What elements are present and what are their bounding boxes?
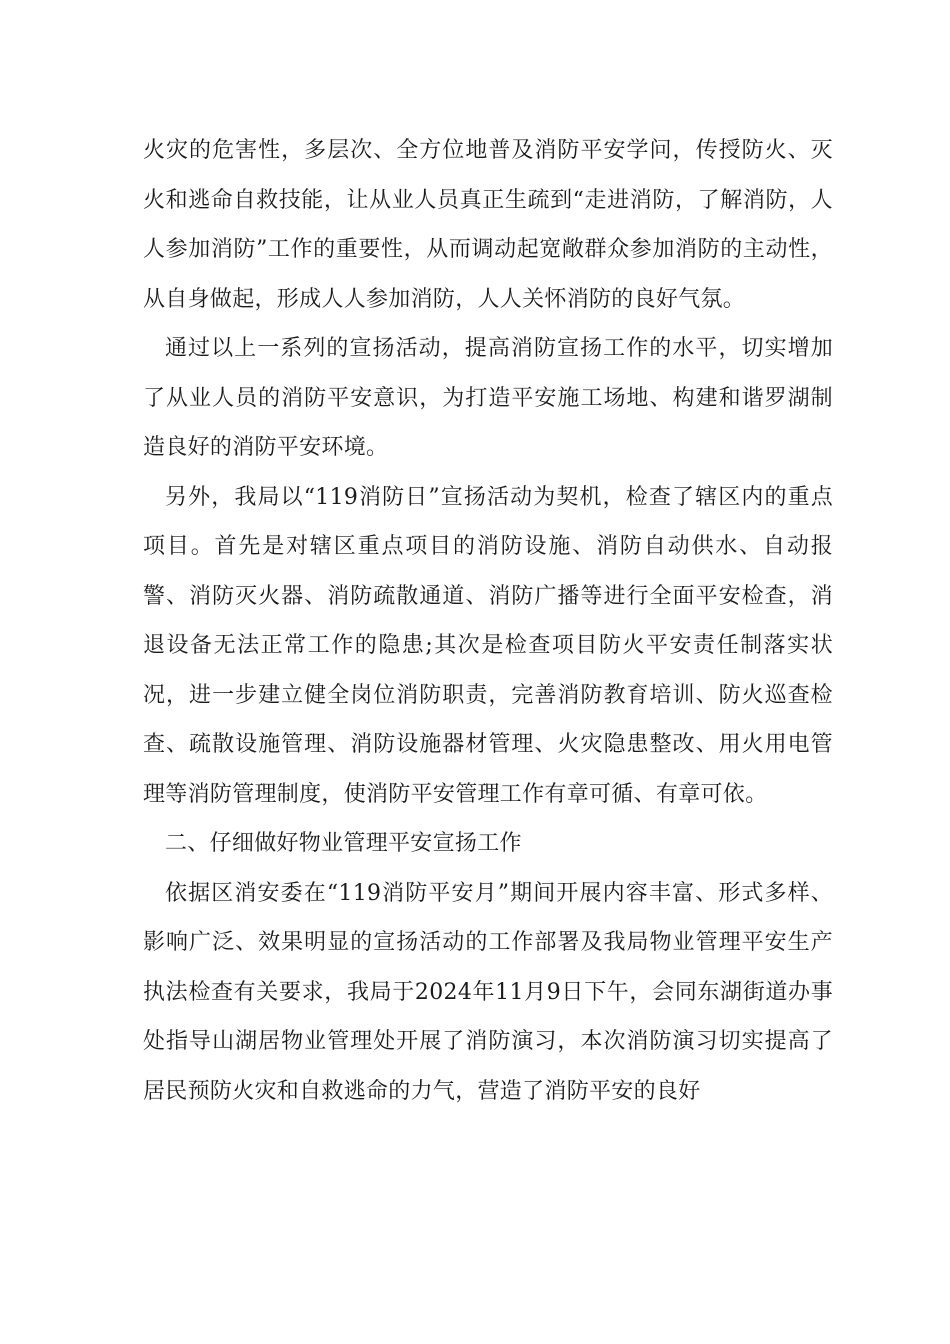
paragraph-key-project-inspection: 另外，我局以“119消防日”宣扬活动为契机，检查了辖区内的重点项目。首先是对辖区重点项目的消防设施、消防自动供水、自动报警、消防灭火器、消防疏散通道、消防广播等进行全面平安检查，消退设备无法正常工作的隐患;其次是检查项目防火平安责任制落实状况，进一步建立健全岗位消防职责，完善消防教育培训、防火巡查检查、疏散设施管理、消防设施器材管理、火灾隐患整改、用火用电管理等消防管理制度，使消防平安管理工作有章可循、有章可依。 — [143, 484, 833, 807]
document-body — [143, 126, 833, 1116]
section-heading-property-management: 二、仔细做好物业管理平安宣扬工作 — [165, 831, 522, 856]
paragraph-fire-hazard-continuation: 火灾的危害性，多层次、全方位地普及消防平安学问，传授防火、灭火和逃命自救技能，让从业人员真正生疏到“走进消防，了解消防，人人参加消防”工作的重要性，从而调动起宽敞群众参加消防的主动性，从自身做起，形成人人参加消防，人人关怀消防的良好气氛。 — [143, 138, 833, 312]
paragraph-fire-drill: 依据区消安委在“119消防平安月”期间开展内容丰富、形式多样、影响广泛、效果明显的宣扬活动的工作部署及我局物业管理平安生产执法检查有关要求，我局于2024年11月9日下午，会同东湖街道办事处指导山湖居物业管理处开展了消防演习，本次消防演习切实提高了居民预防火灾和自救逃命的力气，营造了消防平安的良好 — [143, 880, 833, 1104]
paragraph-publicity-summary: 通过以上一系列的宣扬活动，提高消防宣扬工作的水平，切实增加了从业人员的消防平安意识，为打造平安施工场地、构建和谐罗湖制造良好的消防平安环境。 — [143, 336, 833, 460]
